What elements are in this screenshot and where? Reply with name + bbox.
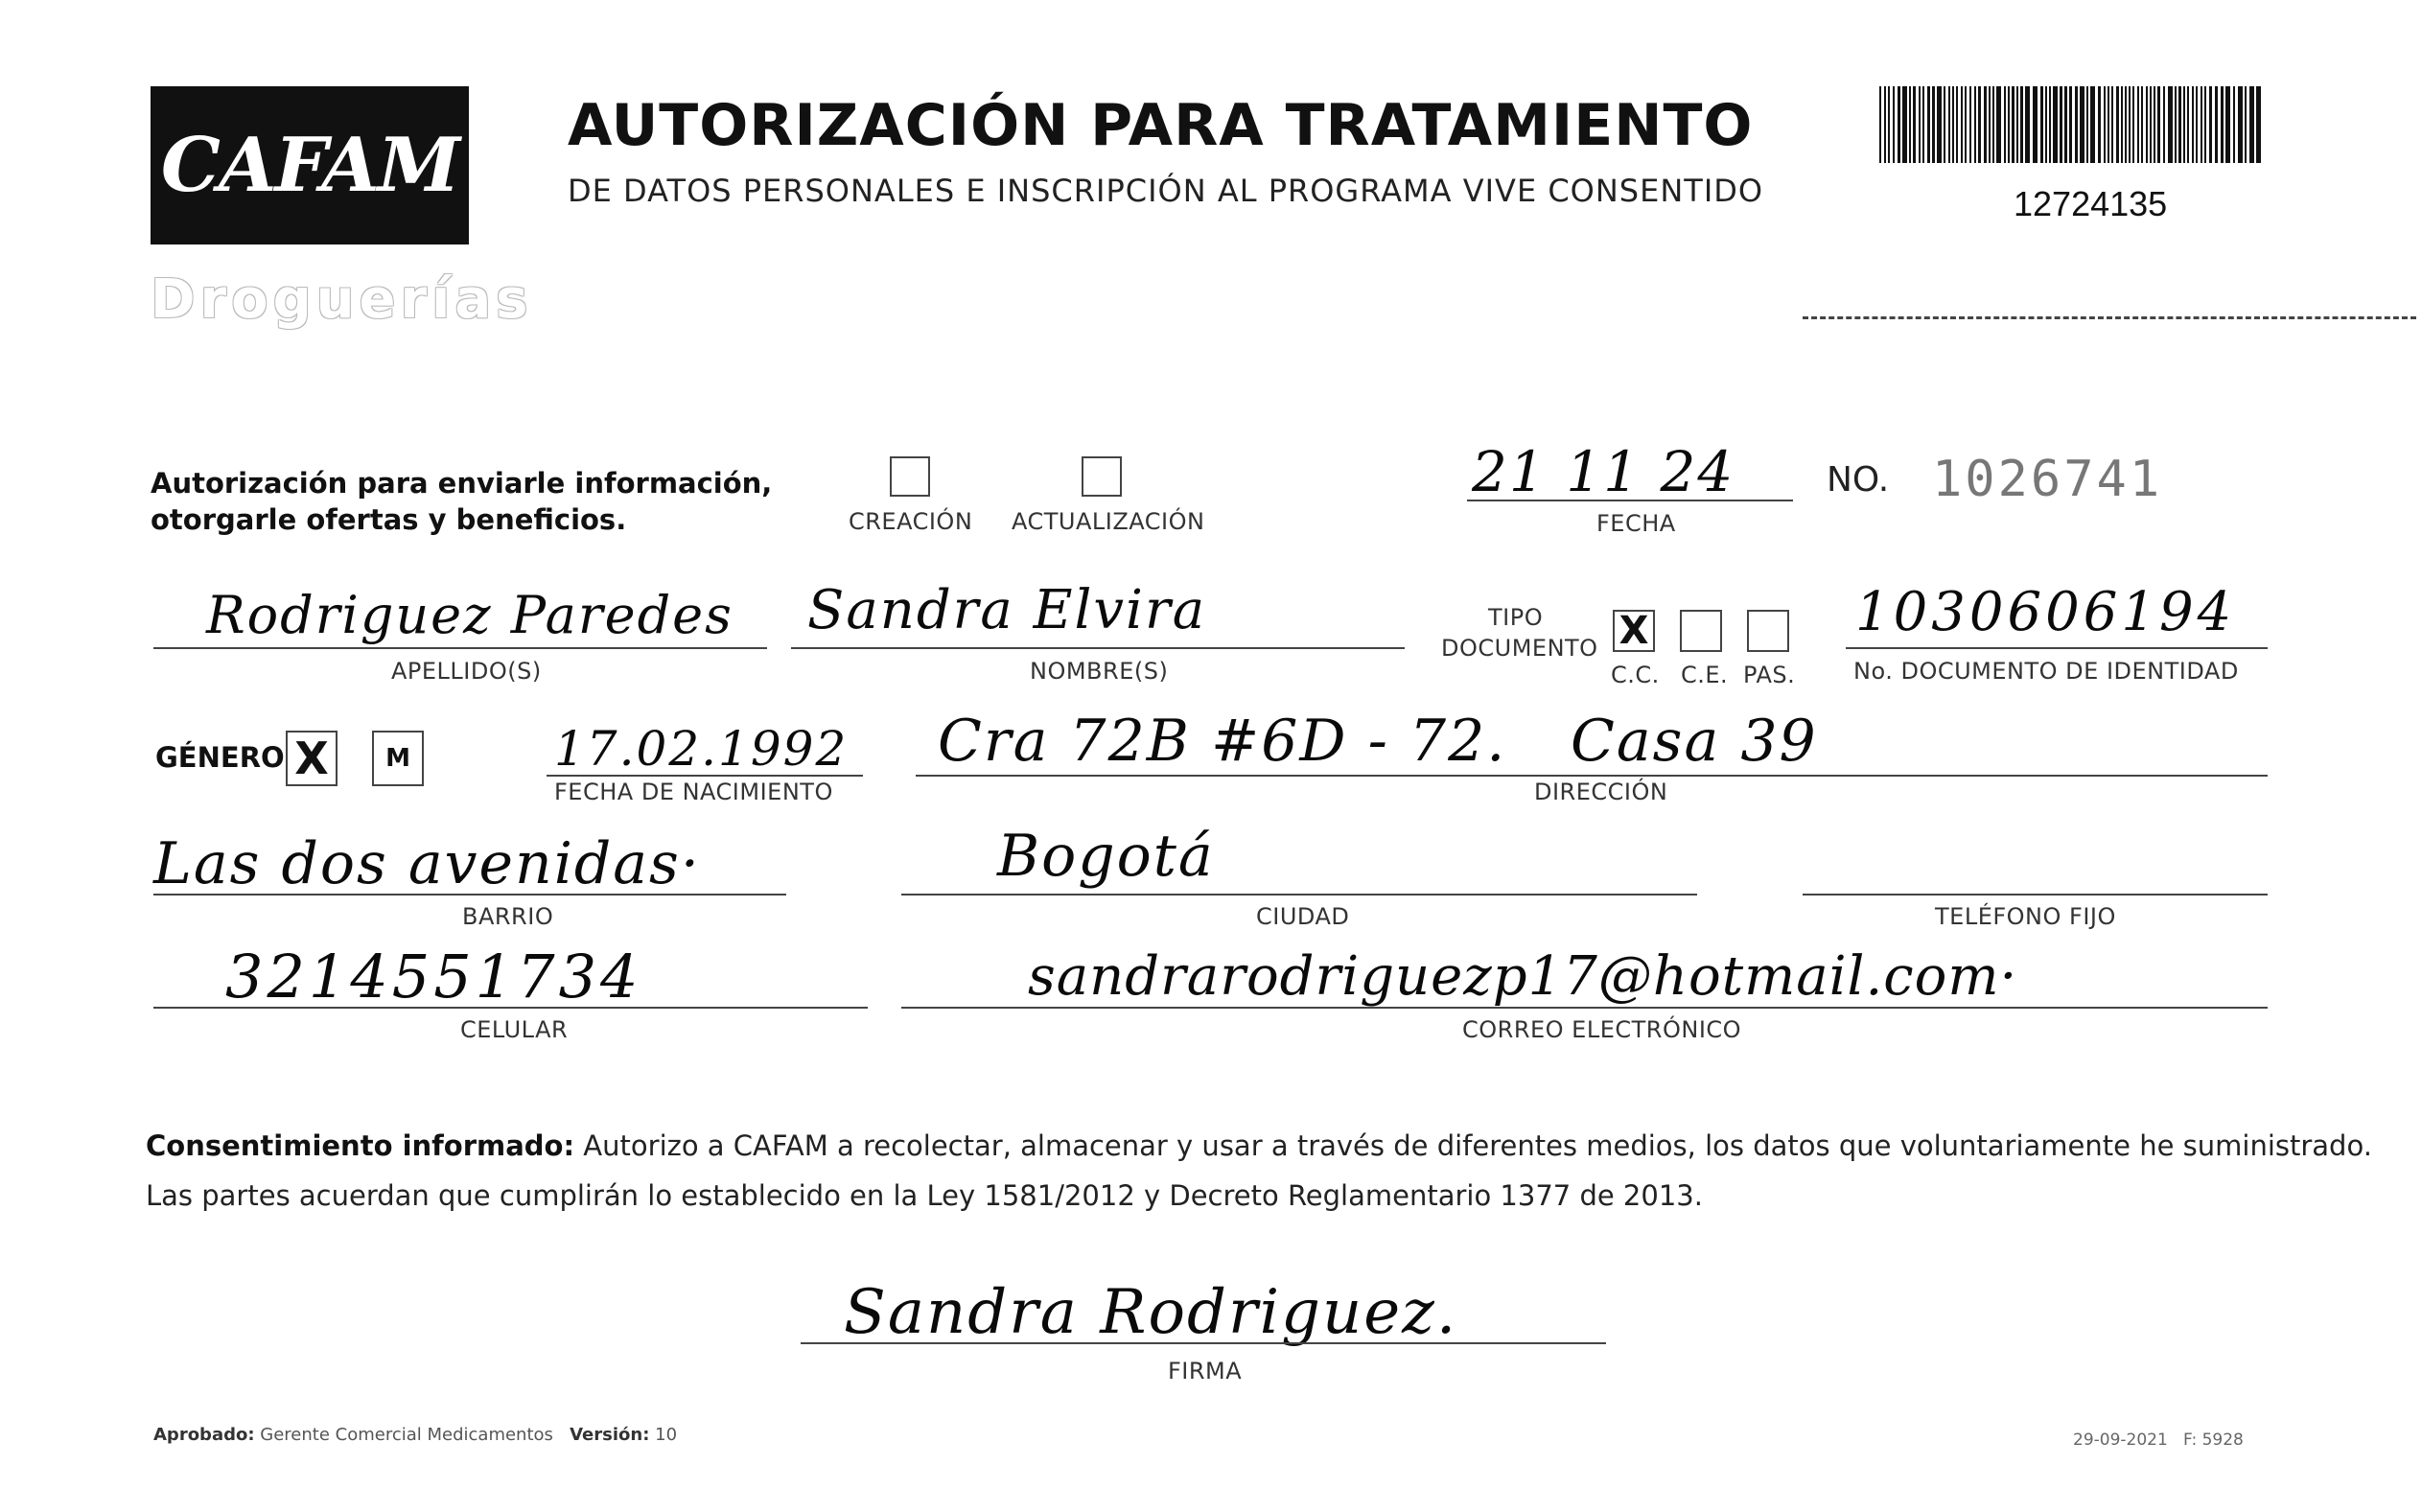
nacimiento-label: FECHA DE NACIMIENTO <box>554 779 833 805</box>
tipo-doc-cc-label: C.C. <box>1611 662 1660 688</box>
barcode-bar <box>2086 86 2088 163</box>
telefono-fijo-label: TELÉFONO FIJO <box>1935 903 2116 930</box>
barcode-bar <box>1956 86 1958 163</box>
aprobado-value: Gerente Comercial Medicamentos <box>260 1425 553 1445</box>
barcode-bar <box>2040 86 2043 163</box>
telefono-fijo-line <box>1803 894 2268 896</box>
barcode-bar <box>1952 86 1954 163</box>
barcode-bar <box>2168 86 2173 163</box>
barcode-bar <box>2125 86 2127 163</box>
barcode-bar <box>2215 86 2218 163</box>
firma-value: Sandra Rodriguez. <box>844 1277 1458 1348</box>
form-subtitle: DE DATOS PERSONALES E INSCRIPCIÓN AL PROGRAMA VIVE CONSENTIDO <box>568 173 1764 209</box>
tipo-doc-pas-checkbox[interactable] <box>1747 610 1789 652</box>
nacimiento-line <box>547 775 863 777</box>
barcode-bar <box>2104 86 2106 163</box>
barcode-bar <box>1902 86 1907 163</box>
documento-label: No. DOCUMENTO DE IDENTIDAD <box>1853 658 2239 685</box>
firma-line <box>801 1342 1606 1344</box>
genero-m-checkbox[interactable] <box>372 731 424 786</box>
tipo-doc-ce-label: C.E. <box>1681 662 1729 688</box>
barcode-bar <box>2204 86 2206 163</box>
firma-label: FIRMA <box>1168 1358 1243 1384</box>
intro-line-2: otorgarle ofertas y beneficios. <box>151 503 627 536</box>
footer-date-code: 29-09-2021 <box>2073 1431 2168 1450</box>
barcode-bar <box>2004 86 2006 163</box>
barrio-line <box>153 894 786 896</box>
tipo-doc-cc-mark: X <box>1619 609 1649 653</box>
barcode-bar <box>2053 86 2058 163</box>
nombres-label: NOMBRE(S) <box>1030 658 1169 685</box>
correo-label: CORREO ELECTRÓNICO <box>1462 1016 1742 1043</box>
footer-codes <box>2073 1431 2244 1450</box>
barcode-bar <box>1922 86 1924 163</box>
barcode-bar <box>1884 86 1886 163</box>
logo-subtitle: Droguerías <box>151 268 533 331</box>
genero-label: GÉNERO <box>155 741 285 774</box>
barcode-bar <box>2111 86 2113 163</box>
actualizacion-checkbox[interactable] <box>1082 456 1122 497</box>
barrio-value: Las dos avenidas· <box>153 830 701 897</box>
barcode-bar <box>2233 86 2235 163</box>
consent-heading: Consentimiento informado: <box>146 1129 575 1162</box>
barcode-bar <box>2201 86 2202 163</box>
barcode-bar <box>2150 86 2152 163</box>
nacimiento-value: 17.02.1992 <box>554 721 849 777</box>
logo-text: CAFAM <box>160 122 459 209</box>
correo-value: sandrarodriguezp17@hotmail.com· <box>1028 945 2018 1008</box>
documento-value: 1030606194 <box>1855 581 2236 643</box>
barcode-bar <box>1888 86 1890 163</box>
consent-line-1 <box>146 1129 2372 1162</box>
barcode-bar <box>2225 86 2230 163</box>
ciudad-label: CIUDAD <box>1256 903 1350 930</box>
creacion-checkbox[interactable] <box>890 456 930 497</box>
barcode-bar <box>2238 86 2243 163</box>
celular-line <box>153 1007 868 1009</box>
barcode-bar <box>1965 86 1967 163</box>
consent-line-2: Las partes acuerdan que cumplirán lo establecido en la Ley 1581/2012 y Decreto Reglamentario 1377 de 2013. <box>146 1179 1703 1212</box>
barcode-bar <box>1893 86 1895 163</box>
barcode-bar <box>1879 86 1881 163</box>
barcode-bar <box>2008 86 2010 163</box>
direccion-label: DIRECCIÓN <box>1534 779 1668 805</box>
tipo-doc-label-1: TIPO <box>1488 604 1544 631</box>
barcode-bar <box>2108 86 2109 163</box>
barcode-bar <box>1961 86 1963 163</box>
ciudad-line <box>901 894 1697 896</box>
nombres-value: Sandra Elvira <box>807 579 1207 641</box>
barcode-bar <box>1996 86 2001 163</box>
barcode-bar <box>2192 86 2194 163</box>
barcode-bar <box>2183 86 2185 163</box>
barcode-bar <box>2064 86 2067 163</box>
barcode-bar <box>2080 86 2084 163</box>
barcode-bar <box>1992 86 1994 163</box>
correo-line <box>901 1007 2268 1009</box>
barcode-bar <box>2196 86 2198 163</box>
barcode-bar <box>2209 86 2212 163</box>
barcode-bar <box>2121 86 2123 163</box>
barcode-bar <box>2116 86 2119 163</box>
barcode-bar <box>2256 86 2261 163</box>
barcode-bar <box>2049 86 2051 163</box>
barcode-number: 12724135 <box>2014 184 2168 223</box>
direccion-value-2: Casa 39 <box>1571 708 1818 775</box>
barcode-bar <box>1913 86 1916 163</box>
aprobado-label: Aprobado: <box>153 1425 255 1445</box>
version-label: Versión: <box>570 1425 650 1445</box>
barcode-bar <box>1944 86 1945 163</box>
barcode-bar <box>1898 86 1900 163</box>
barcode-bar <box>1969 86 1971 163</box>
genero-f-mark: X <box>294 733 329 784</box>
barcode-bar <box>1948 86 1950 163</box>
apellidos-value: Rodriguez Paredes <box>206 585 734 645</box>
barcode-bar <box>2163 86 2165 163</box>
direccion-value-1: Cra 72B #6D - 72. <box>938 708 1507 775</box>
numero-value: 1026741 <box>1932 451 2163 508</box>
barcode-bar <box>2132 86 2134 163</box>
barcode-bar <box>1989 86 1991 163</box>
ciudad-value: Bogotá <box>997 823 1215 890</box>
tipo-doc-pas-label: PAS. <box>1743 662 1796 688</box>
barcode-bar <box>2129 86 2131 163</box>
barrio-label: BARRIO <box>462 903 554 930</box>
barcode-bar <box>2221 86 2224 163</box>
barcode-bar <box>2045 86 2047 163</box>
version-value: 10 <box>655 1425 678 1445</box>
barcode-bar <box>2157 86 2160 163</box>
consent-text-1: Autorizo a CAFAM a recolectar, almacenar y usar a través de diferentes medios, los datos que voluntariamente he suministrado. <box>574 1129 2372 1162</box>
footer-approval <box>153 1425 677 1445</box>
barcode-bar <box>1974 86 1976 163</box>
barcode-bar <box>1984 86 1987 163</box>
barcode-bar <box>2154 86 2155 163</box>
apellidos-line <box>153 647 767 649</box>
barcode-bar <box>2146 86 2148 163</box>
barcode-bar <box>2033 86 2038 163</box>
barcode-bar <box>2069 86 2072 163</box>
barcode-bar <box>1978 86 1981 163</box>
barcode-bar <box>1927 86 1930 163</box>
barcode-bar <box>2141 86 2143 163</box>
barcode-bar <box>2020 86 2023 163</box>
fecha-label: FECHA <box>1596 510 1676 537</box>
actualizacion-label: ACTUALIZACIÓN <box>1012 508 1205 535</box>
creacion-label: CREACIÓN <box>849 508 973 535</box>
barcode-bar <box>1932 86 1935 163</box>
barcode-bar <box>1909 86 1911 163</box>
apellidos-label: APELLIDO(S) <box>391 658 542 685</box>
barcode-bar <box>1919 86 1921 163</box>
documento-line <box>1846 647 2268 649</box>
barcode-bar <box>1937 86 1942 163</box>
tipo-doc-cc-checkbox[interactable] <box>1613 610 1655 652</box>
barcode <box>1879 86 2263 163</box>
genero-m-label: M <box>385 744 410 773</box>
barcode-bar <box>2178 86 2181 163</box>
fecha-value: 21 11 24 <box>1472 439 1735 504</box>
cafam-logo <box>151 86 469 244</box>
numero-label: NO. <box>1827 460 1890 500</box>
barcode-bar <box>2090 86 2095 163</box>
barcode-bar <box>2025 86 2030 163</box>
intro-line-1: Autorización para enviarle información, <box>151 467 773 500</box>
barcode-bar <box>2187 86 2189 163</box>
nombres-line <box>791 647 1405 649</box>
direccion-line <box>916 775 2268 777</box>
fecha-line <box>1467 500 1793 501</box>
barcode-bar <box>2175 86 2177 163</box>
celular-label: CELULAR <box>460 1016 569 1043</box>
barcode-bar <box>2016 86 2018 163</box>
barcode-bar <box>2075 86 2078 163</box>
tipo-doc-ce-checkbox[interactable] <box>1680 610 1722 652</box>
form-title: AUTORIZACIÓN PARA TRATAMIENTO <box>568 92 1754 159</box>
barcode-bar <box>2245 86 2247 163</box>
barcode-bar <box>2012 86 2014 163</box>
header-divider <box>1803 316 2416 319</box>
barcode-bar <box>2249 86 2254 163</box>
celular-value: 3214551734 <box>225 942 642 1012</box>
barcode-bar <box>2098 86 2101 163</box>
barcode-bar <box>2137 86 2139 163</box>
barcode-bar <box>2060 86 2062 163</box>
genero-f-checkbox[interactable] <box>286 731 338 786</box>
tipo-doc-label-2: DOCUMENTO <box>1441 635 1598 662</box>
footer-form-code: F: 5928 <box>2183 1431 2244 1450</box>
